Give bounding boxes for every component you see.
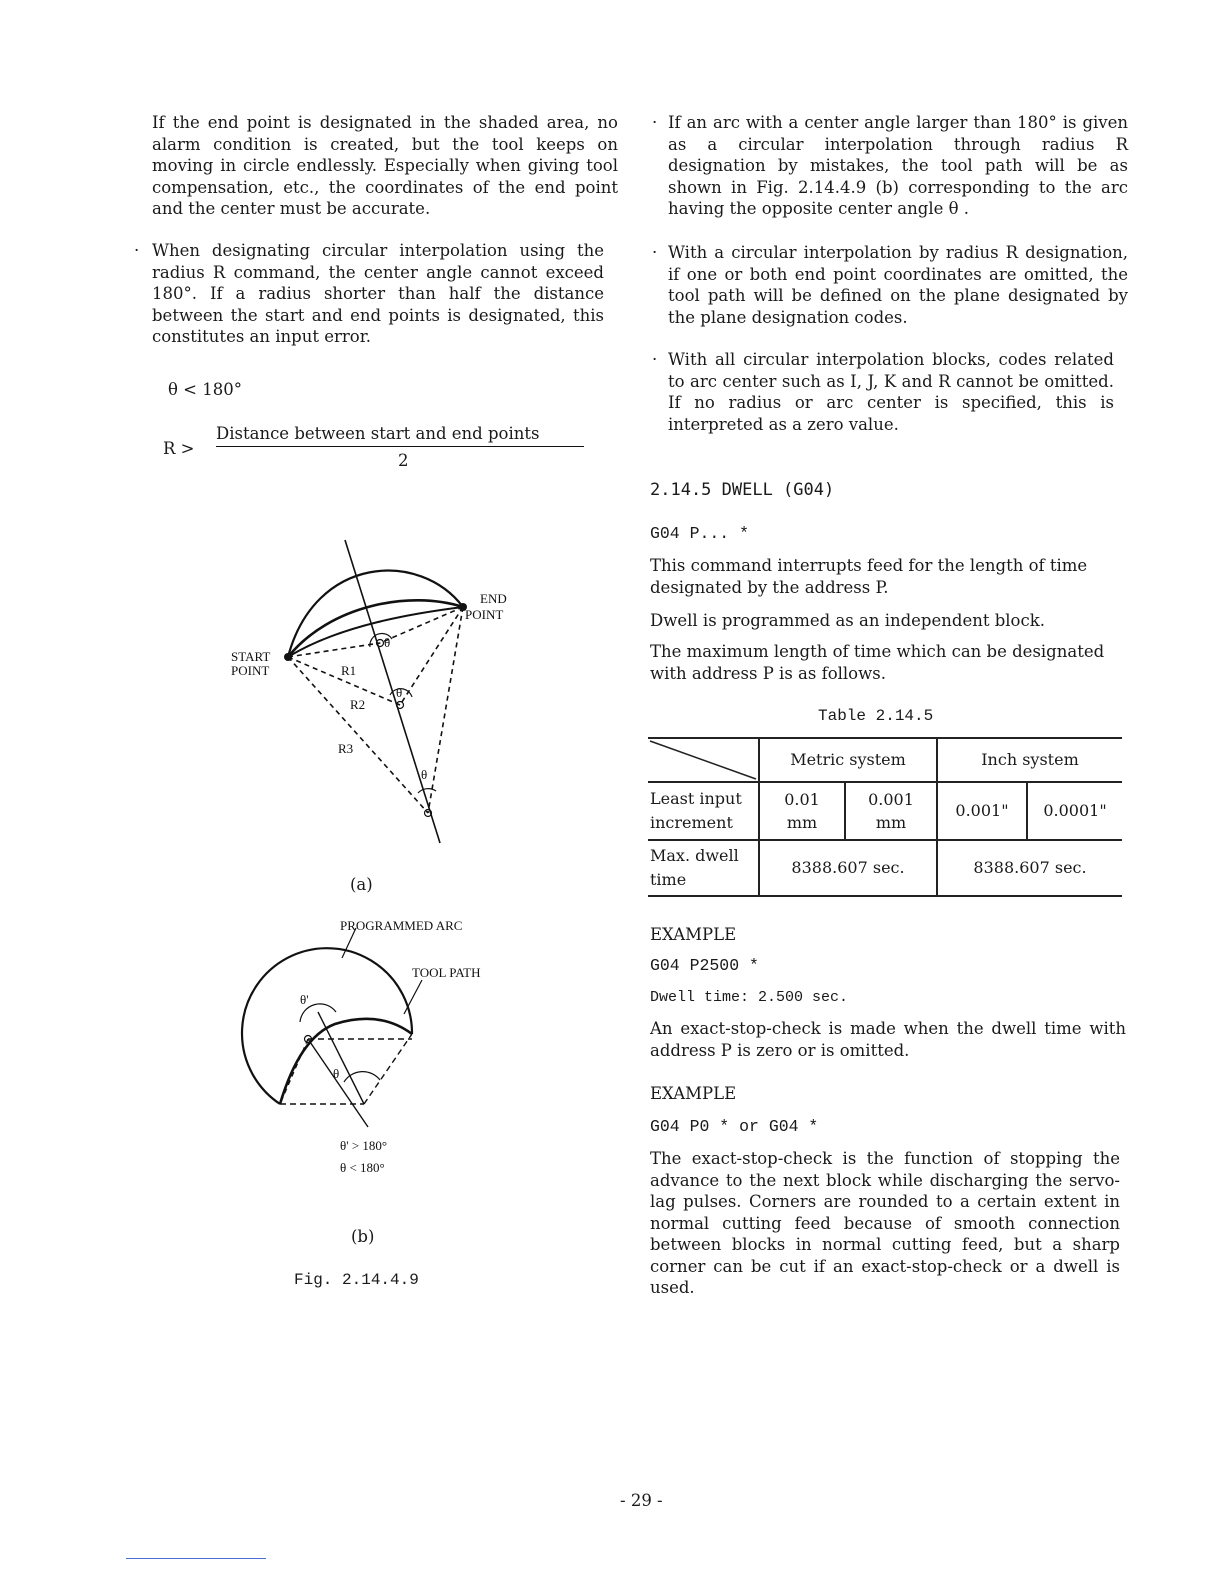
example-heading-2: EXAMPLE [650, 1084, 737, 1103]
r1-label: R1 [341, 663, 357, 678]
table-title: Table 2.14.5 [818, 707, 934, 725]
bullet-dot: · [652, 243, 658, 262]
theta-prime-condition: θ' > 180° [340, 1138, 388, 1153]
exact-stop-para: An exact-stop-check is made when the dwell time with address P is zero or is omitted. [650, 1019, 1126, 1060]
theta-condition: θ < 180° [168, 380, 242, 399]
dwell-para-interrupts: This command interrupts feed for the length of time designated by the address P. [650, 556, 1088, 597]
example-code-2: G04 P0 * or G04 * [650, 1117, 819, 1136]
table-cell-metric-001: 0.01 mm [759, 782, 845, 840]
left-paragraph-shaded-area: If the end point is designated in the shaded area, no alarm condition is created, but the tool keeps on moving in circle endlessly. Especially when giving tool compensation, etc., the coordinates of the end point and the center must be accurate. [152, 113, 618, 218]
theta-label-1: θ [384, 635, 391, 650]
dwell-time-table [648, 737, 1122, 897]
figure-caption: Fig. 2.14.4.9 [294, 1271, 419, 1289]
table-cell-metric-max: 8388.607 sec. [759, 840, 937, 896]
formula-lhs: R > [163, 439, 195, 458]
end-point-label-1: END [480, 591, 507, 606]
right-bullet-plane-designation: With a circular interpolation by radius R designation, if one or both end point coordinates are omitted, the tool path will be defined on the plane designated by the plane designation codes. [668, 243, 1128, 327]
example-heading-1: EXAMPLE [650, 925, 737, 944]
theta-condition-b: θ < 180° [340, 1160, 385, 1175]
end-point-label-2: POINT [465, 607, 504, 622]
dwell-para-max-length: The maximum length of time which can be designated with address P is as follows. [650, 642, 1105, 683]
table-header-metric: Metric system [759, 738, 937, 782]
start-point-label-2: POINT [231, 663, 270, 678]
tool-path-label: TOOL PATH [412, 965, 481, 980]
start-point-label-1: START [231, 649, 271, 664]
right-bullet-arc-center-codes: With all circular interpolation blocks, codes related to arc center such as I, J, K and R cannot be omitted. If no radius or arc center is specified, this is interpreted as a zero value. [668, 350, 1114, 434]
bottom-rule [126, 1558, 266, 1559]
right-bullet-opposite-angle: If an arc with a center angle larger than 180° is given as a circular interpolation through radius R designation by mistakes, the tool path will be as shown in Fig. 2.14.4.9 (b) corresponding to the arc having the opposite center angle θ . [668, 113, 1128, 218]
table-row-least-input: Least input increment [648, 782, 759, 840]
table-header-inch: Inch system [937, 738, 1122, 782]
table-cell-metric-0001: 0.001 mm [845, 782, 937, 840]
example-desc-1: Dwell time: 2.500 sec. [650, 989, 849, 1006]
bullet-dot: · [652, 113, 658, 132]
bullet-dot: · [652, 350, 658, 369]
table-corner-cell [648, 738, 759, 782]
figure-a-arc-radius-diagram [220, 535, 530, 855]
theta-label-3: θ [421, 767, 428, 782]
bullet-dot: · [134, 241, 140, 260]
r3-label: R3 [338, 741, 354, 756]
table-cell-inch-max: 8388.607 sec. [937, 840, 1122, 896]
example-code-1: G04 P2500 * [650, 956, 759, 975]
dwell-para-independent: Dwell is programmed as an independent block. [650, 611, 1045, 630]
formula-denominator: 2 [398, 451, 409, 470]
left-paragraph-radius-command: When designating circular interpolation using the radius R command, the center angle cannot exceed 180°. If a radius shorter than half the distance between the start and end points is designated, this constitutes an input error. [152, 241, 604, 346]
page-number: - 29 - [620, 1491, 663, 1510]
programmed-arc-label: PROGRAMMED ARC [340, 918, 463, 933]
formula-numerator: Distance between start and end points [216, 423, 584, 447]
figure-b-caption: (b) [351, 1227, 375, 1246]
table-row-max-dwell: Max. dwell time [648, 840, 759, 896]
exact-stop-function-para: The exact-stop-check is the function of stopping the advance to the next block while discharging the servo-lag pulses. Corners are rounded to a certain extent in normal cutting feed because of smooth connection between blocks in normal cutting feed, but a sharp corner can be cut if an exact-stop-check or a dwell is used. [650, 1149, 1120, 1297]
r2-label: R2 [350, 697, 366, 712]
table-cell-inch-00001: 0.0001" [1027, 782, 1122, 840]
start-point-marker [284, 653, 292, 661]
tool-path-arc [280, 1019, 412, 1104]
dwell-syntax: G04 P... * [650, 524, 750, 543]
programmed-arc [242, 948, 412, 1104]
theta-label-2: θ [396, 685, 403, 700]
figure-b-tool-path-diagram [240, 912, 520, 1182]
theta-prime-label: θ' [300, 992, 309, 1007]
theta-label-b: θ [333, 1066, 340, 1081]
table-cell-inch-0001: 0.001" [937, 782, 1027, 840]
section-heading-dwell: 2.14.5 DWELL (G04) [650, 480, 835, 500]
figure-a-caption: (a) [350, 875, 373, 894]
